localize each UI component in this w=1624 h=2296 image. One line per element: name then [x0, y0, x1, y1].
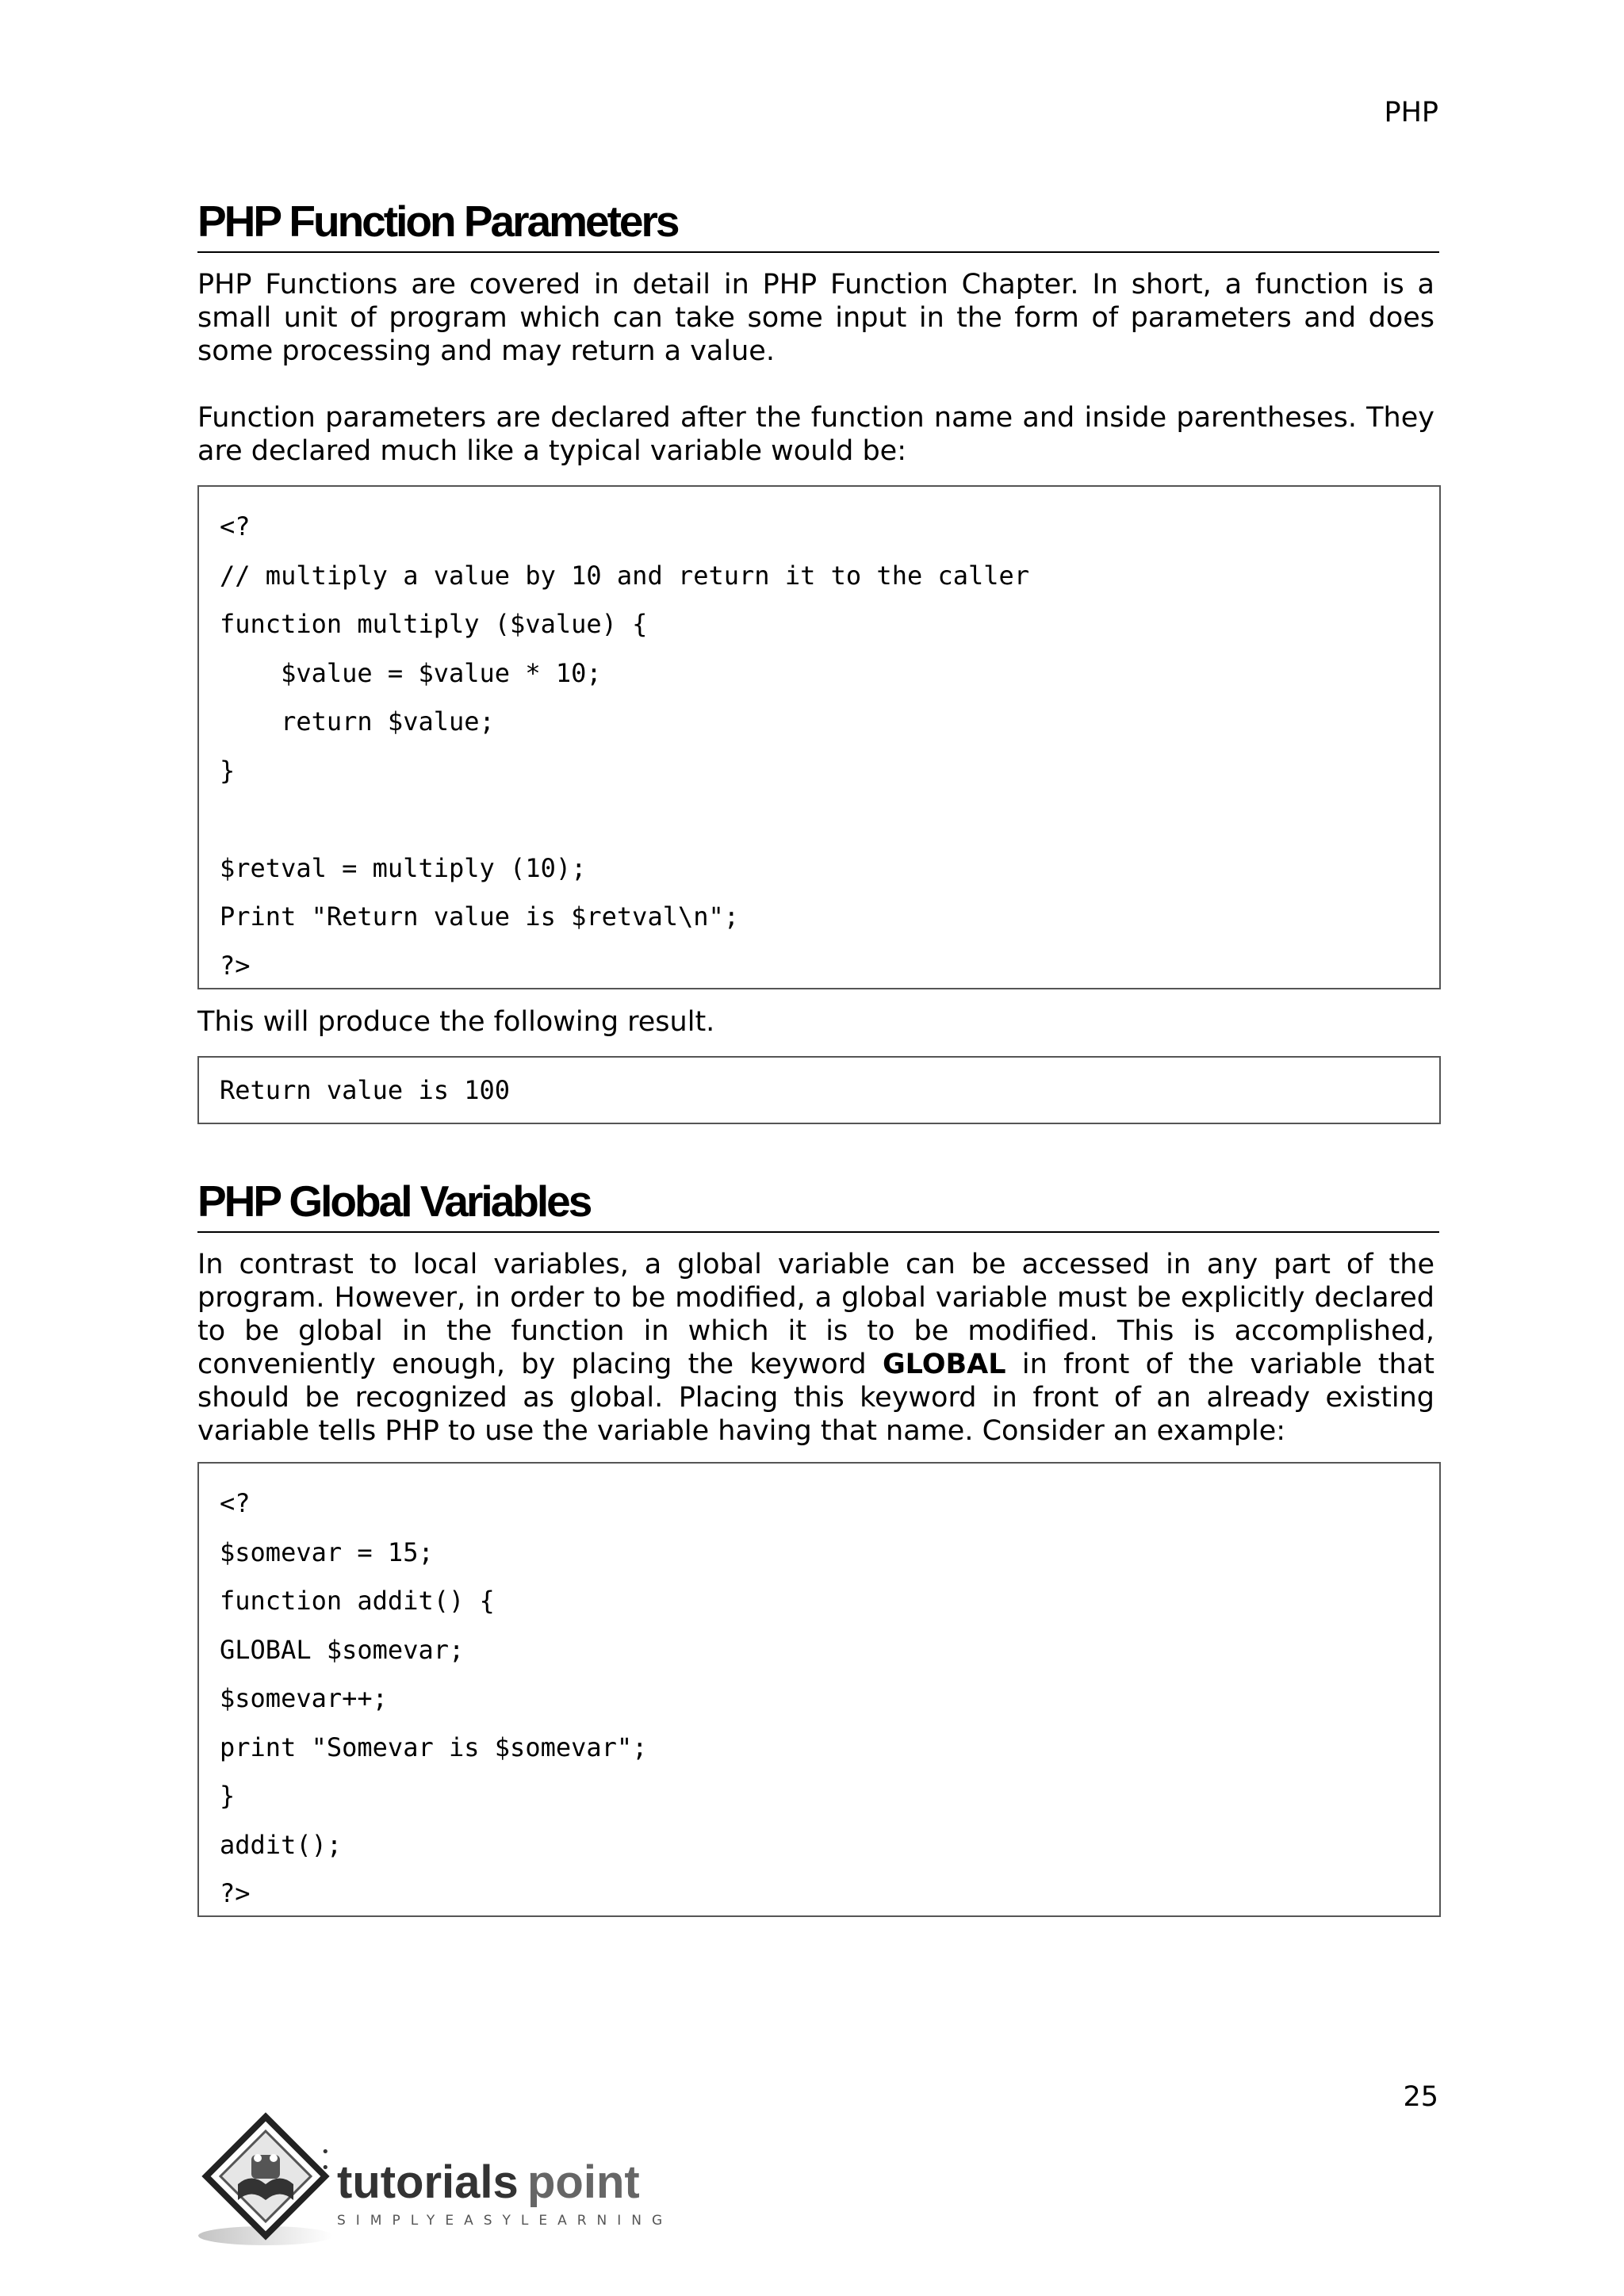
code-line: $somevar++;: [220, 1683, 388, 1713]
logo-tagline: SIMPLYEASYLEARNING: [337, 2213, 673, 2229]
paragraph: PHP Functions are covered in detail in PHP Function Chapter. In short, a function is a small unit of program which can take some input in the form of parameters and does some processing and may return a value.: [197, 269, 1434, 367]
paragraph-text: In contrast to local variables, a global variable can be accessed in any part of the program. However, in order to be modified, a global variable must be explicitly declared to be global in the function in which it is to be modified. This is accomplished, conveniently enough, by placing the keyword: [197, 1249, 1434, 1380]
svg-text:•: •: [321, 2160, 330, 2176]
code-block: [197, 1462, 1441, 1917]
code-line: print "Somevar is $somevar";: [220, 1732, 648, 1762]
code-line: GLOBAL $somevar;: [220, 1634, 465, 1665]
section-heading: PHP Function Parameters: [197, 200, 1439, 253]
code-line: function addit() {: [220, 1586, 495, 1616]
code-line: $value = $value * 10;: [220, 657, 602, 688]
code-line: <?: [220, 511, 251, 541]
running-header: PHP: [1384, 97, 1438, 128]
svg-text:•: •: [321, 2144, 330, 2160]
code-block: [197, 485, 1441, 989]
paragraph: Function parameters are declared after the function name and inside parentheses. They are declared much like a typical variable would be:: [197, 402, 1434, 467]
code-line: $retval = multiply (10);: [220, 852, 587, 883]
code-line: $somevar = 15;: [220, 1536, 434, 1567]
code-line: ?>: [220, 950, 251, 981]
keyword-global: GLOBAL: [882, 1349, 1006, 1380]
logo-text-point: point: [527, 2156, 640, 2208]
logo-graphic: [194, 2109, 686, 2252]
code-line: function multiply ($value) {: [220, 609, 648, 639]
section-heading: PHP Global Variables: [197, 1180, 1439, 1233]
code-line: }: [220, 1781, 236, 1811]
section-function-parameters: [197, 197, 1439, 253]
section-global-variables: [197, 1177, 1439, 1233]
code-line: // multiply a value by 10 and return it to the caller: [220, 560, 1030, 591]
output-block: Return value is 100: [197, 1056, 1441, 1124]
code-line: [220, 795, 1419, 844]
logo-text-tutorials: tutorials: [337, 2156, 519, 2208]
code-line: addit();: [220, 1829, 343, 1860]
code-line: }: [220, 755, 236, 786]
paragraph: [197, 1248, 1434, 1448]
code-line: return $value;: [220, 706, 495, 737]
tutorialspoint-logo: [194, 2109, 686, 2255]
code-line: Print "Return value is $retval\n";: [220, 901, 740, 932]
code-line: <?: [220, 1488, 251, 1518]
page-number: 25: [1403, 2081, 1438, 2113]
code-line: ?>: [220, 1878, 251, 1908]
paragraph-text: in front of the variable that should be recognized as global. Placing this keyword in front of an already existing variable tells PHP to use the variable having that name. Consider an example:: [197, 1349, 1434, 1447]
paragraph: This will produce the following result.: [197, 1006, 715, 1038]
